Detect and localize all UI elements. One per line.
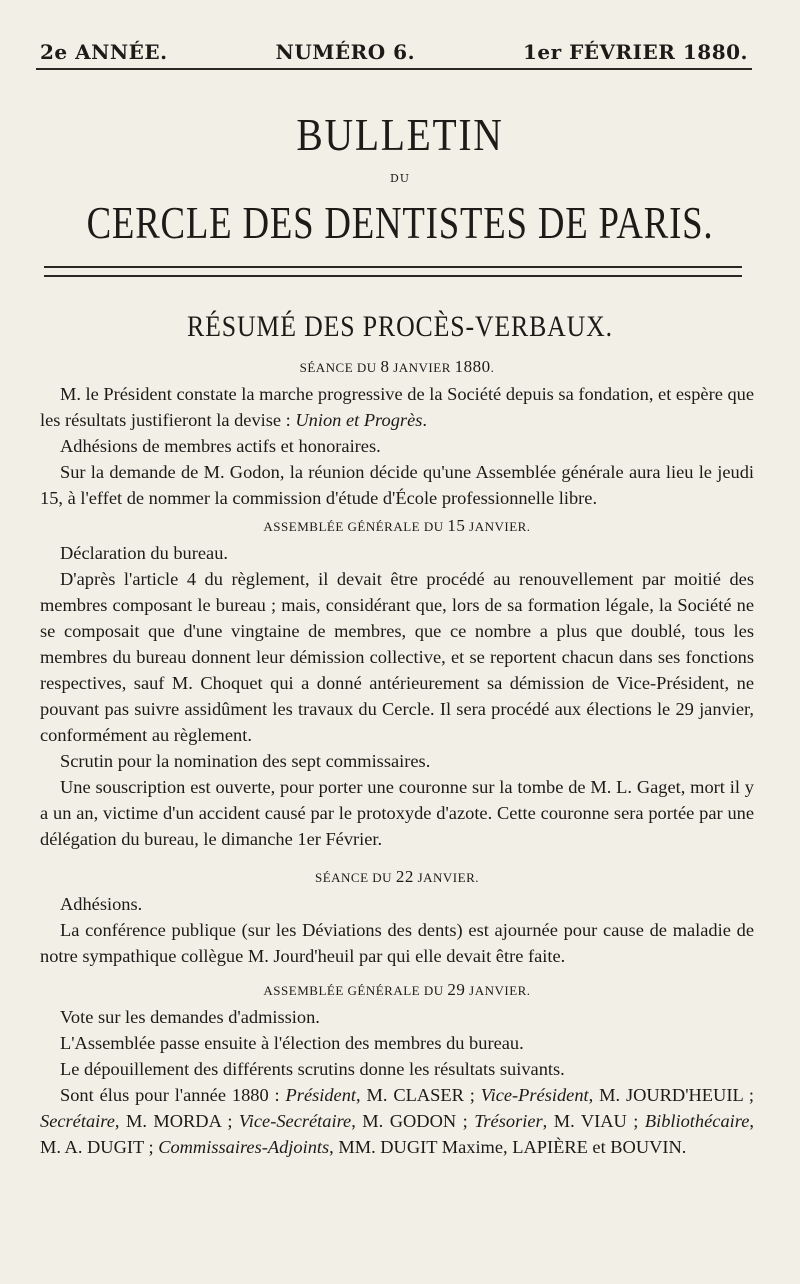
paragraph: Le dépouillement des différents scrutins donne les résultats suivants. xyxy=(60,1059,565,1079)
masthead-bulletin: BULLETIN xyxy=(296,109,504,160)
paragraph: Une souscription est ouverte, pour porter une couronne sur la tombe de M. L. Gaget, mort il y a un an, victime d'un accident causé par le protoxyde d'azote. Cette couronne sera portée par une délégation du bureau, le dimanche 1er Février. xyxy=(40,777,754,849)
paragraph: La conférence publique (sur les Déviations des dents) est ajournée pour cause de maladie de notre sympathique collègue M. Jourd'heuil par qui elle devait être faite. xyxy=(40,920,754,966)
header-rule xyxy=(36,68,752,70)
paragraph-elections: Sont élus pour l'année 1880 : Président, M. CLASER ; Vice-Président, M. JOURD'HEUIL ; Secrétaire, M. MORDA ; Vice-Secrétaire, M. GODON ; Trésorier, M. VIAU ; Bibliothécaire, M. A. DUGIT ; Commissaires-Adjoints, MM. DUGIT Maxime, LAPIÈRE et BOUVIN. xyxy=(40,1085,754,1157)
paragraph: Déclaration du bureau. xyxy=(60,543,228,563)
masthead-cercle: CERCLE DES DENTISTES DE PARIS. xyxy=(86,197,714,248)
issue-year: 2e ANNÉE. xyxy=(40,40,168,64)
paragraph: Adhésions. xyxy=(60,894,143,914)
heading-assemblee-15-janvier: ASSEMBLÉE GÉNÉRALE DU 15 JANVIER. xyxy=(263,516,531,535)
heading-seance-8-janvier: SÉANCE DU 8 JANVIER 1880. xyxy=(299,357,495,376)
paragraph: D'après l'article 4 du règlement, il devait être procédé au renouvellement par moitié des membres composant le bureau ; mais, considérant que, lors de sa formation légale, la Société ne se composait que d'une vingtaine de membres, que ce nombre a plus que doublé, tous les membres du bureau donnent leur démission collective, et se reportent chacun dans ses fonctions respectives, sauf M. Choquet qui a donné antérieurement sa démission de Vice-Président, ne pouvant pas suivre assidûment les travaux du Cercle. Il sera procédé aux élections le 29 janvier, conformément au règlement. xyxy=(40,569,754,745)
article-body xyxy=(40,354,754,1160)
paragraph: L'Assemblée passe ensuite à l'élection des membres du bureau. xyxy=(60,1033,524,1053)
section-title: RÉSUMÉ DES PROCÈS-VERBAUX. xyxy=(187,310,613,343)
heading-seance-22-janvier: SÉANCE DU 22 JANVIER. xyxy=(314,867,479,886)
masthead-double-rule xyxy=(44,266,742,277)
issue-number: NUMÉRO 6. xyxy=(275,40,416,64)
issue-header xyxy=(40,40,748,64)
paragraph: M. le Président constate la marche progressive de la Société depuis sa fondation, et espère que les résultats justifieront la devise : Union et Progrès. xyxy=(40,384,755,430)
paragraph: Vote sur les demandes d'admission. xyxy=(60,1007,320,1027)
paragraph: Scrutin pour la nomination des sept commissaires. xyxy=(60,751,431,771)
paragraph: Adhésions de membres actifs et honoraires. xyxy=(60,436,381,456)
heading-assemblee-29-janvier: ASSEMBLÉE GÉNÉRALE DU 29 JANVIER. xyxy=(263,980,531,999)
masthead-du: DU xyxy=(389,172,411,185)
devise: Union et Progrès xyxy=(295,410,423,430)
paragraph: Sur la demande de M. Godon, la réunion décide qu'une Assemblée générale aura lieu le jeudi 15, à l'effet de nommer la commission d'étude d'École professionnelle libre. xyxy=(40,462,754,508)
issue-date: 1er FÉVRIER 1880. xyxy=(522,40,748,64)
